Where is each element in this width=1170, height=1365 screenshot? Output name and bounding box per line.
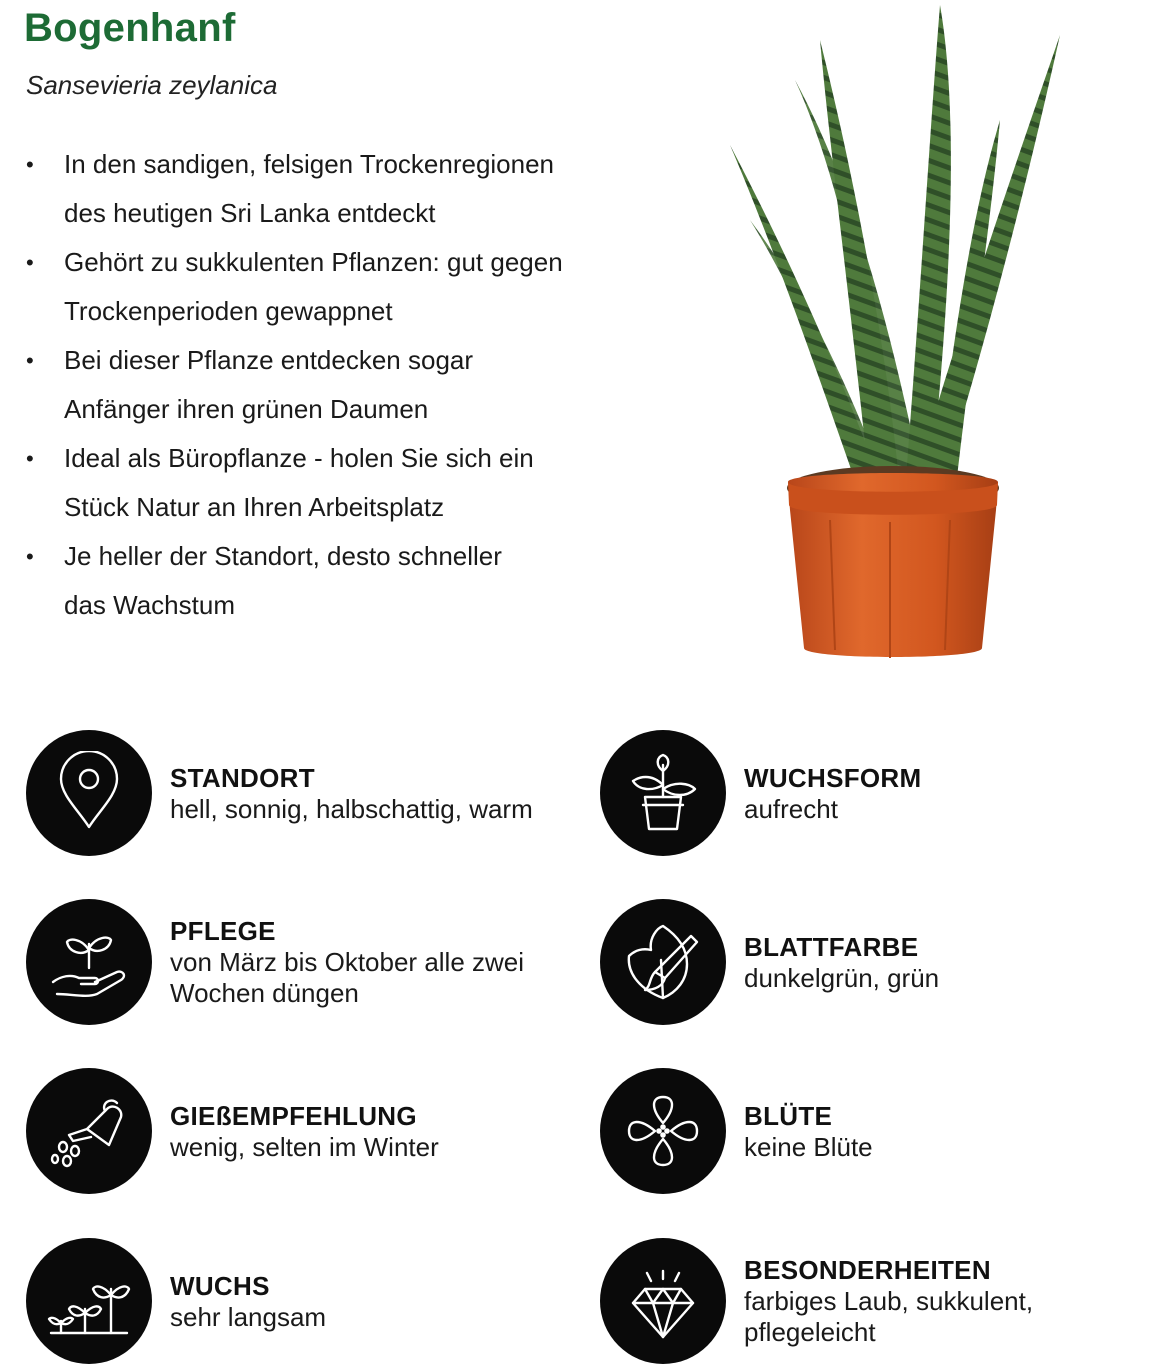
watering-can-icon	[26, 1068, 152, 1194]
flower-icon	[600, 1068, 726, 1194]
feature-pflege	[26, 899, 586, 1025]
feature-value: wenig, selten im Winter	[170, 1131, 439, 1162]
feature-value: von März bis Oktober alle zwei	[170, 947, 525, 977]
feature-heading: GIEßEMPFEHLUNG	[170, 1100, 417, 1131]
bullet-text: Je heller der Standort, desto schneller	[64, 541, 502, 571]
feature-blattfarbe	[600, 899, 1160, 1025]
feature-heading: BLÜTE	[744, 1100, 833, 1131]
bullet-dot: •	[26, 348, 34, 373]
bullet-text: Bei dieser Pflanze entdecken sogar	[64, 345, 474, 375]
feature-value: sehr langsam	[170, 1301, 327, 1332]
bullet-item	[0, 434, 640, 532]
bullet-dot: •	[26, 544, 34, 569]
feature-heading: STANDORT	[170, 762, 315, 793]
bullet-dot: •	[26, 152, 34, 177]
feature-heading: WUCHS	[170, 1270, 270, 1301]
feature-heading: PFLEGE	[170, 916, 276, 946]
feature-value: dunkelgrün, grün	[744, 962, 940, 993]
hand-seedling-icon	[26, 899, 152, 1025]
feature-bluete	[600, 1068, 1160, 1194]
feature-value: hell, sonnig, halbschattig, warm	[170, 793, 533, 824]
bullet-item	[0, 532, 640, 630]
growth-seedlings-icon	[26, 1238, 152, 1364]
bullet-text: des heutigen Sri Lanka entdeckt	[64, 198, 436, 228]
bullet-text: In den sandigen, felsigen Trockenregionen	[64, 149, 555, 179]
feature-bullet-list	[0, 140, 640, 630]
product-title: Bogenhanf	[24, 6, 236, 50]
bullet-dot: •	[26, 250, 34, 275]
feature-value: farbiges Laub, sukkulent,	[744, 1286, 1034, 1316]
potted-plant-icon	[600, 730, 726, 856]
plant-photo	[700, 0, 1100, 680]
feature-giessempfehlung	[26, 1068, 586, 1194]
diamond-icon	[600, 1238, 726, 1364]
bullet-text: Anfänger ihren grünen Daumen	[64, 394, 429, 424]
bullet-dot: •	[26, 446, 34, 471]
bullet-text: Stück Natur an Ihren Arbeitsplatz	[64, 492, 445, 522]
location-pin-icon	[26, 730, 152, 856]
bullet-item	[0, 238, 640, 336]
feature-besonderheiten	[600, 1238, 1160, 1364]
bullet-text: Ideal als Büropflanze - holen Sie sich ein	[64, 443, 534, 473]
feature-value: aufrecht	[744, 793, 838, 824]
bullet-text: Trockenperioden gewappnet	[64, 296, 393, 326]
feature-standort	[26, 730, 586, 856]
bullet-item	[0, 140, 640, 238]
feature-heading: BESONDERHEITEN	[744, 1255, 991, 1285]
bullet-text: das Wachstum	[64, 590, 235, 620]
feature-value: keine Blüte	[744, 1131, 873, 1162]
feature-value: pflegeleicht	[744, 1317, 876, 1347]
feature-heading: BLATTFARBE	[744, 931, 919, 962]
feature-heading: WUCHSFORM	[744, 762, 922, 793]
latin-name: Sansevieria zeylanica	[26, 70, 278, 100]
leaf-brush-icon	[600, 899, 726, 1025]
bullet-item	[0, 336, 640, 434]
feature-wuchs	[26, 1238, 586, 1364]
feature-value: Wochen düngen	[170, 978, 359, 1008]
feature-wuchsform	[600, 730, 1160, 856]
bullet-text: Gehört zu sukkulenten Pflanzen: gut gegen	[64, 247, 563, 277]
